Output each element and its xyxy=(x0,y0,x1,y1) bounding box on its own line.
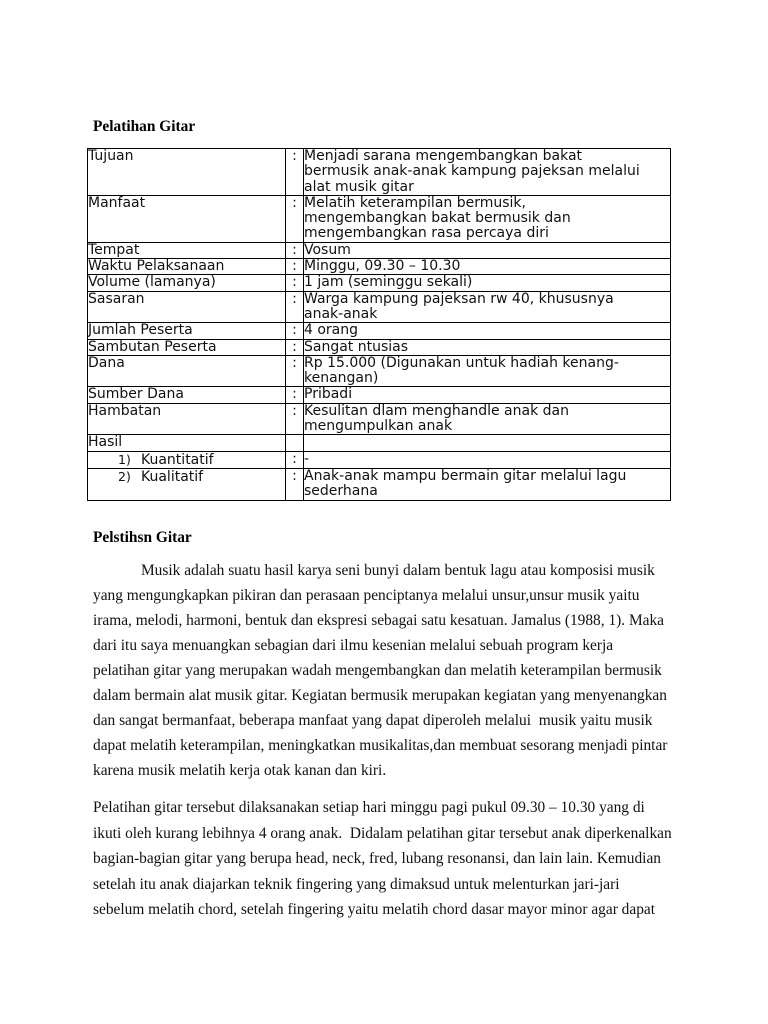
row-label: Manfaat xyxy=(88,195,286,242)
row-separator: : xyxy=(286,451,304,468)
row-value-line: Vosum xyxy=(304,242,351,258)
row-value-line: 1 jam (seminggu sekali) xyxy=(304,274,473,291)
row-value-line: Sangat ntusias xyxy=(304,339,409,355)
row-label: Dana xyxy=(88,355,286,387)
table-row-sumber-dana xyxy=(88,387,671,403)
row-value-line: Kesulitan dlam menghandle anak dan xyxy=(304,403,569,419)
row-value-line: sederhana xyxy=(304,483,378,500)
row-separator: : xyxy=(286,259,304,275)
row-separator: : xyxy=(286,195,304,242)
row-value-line: Minggu, 09.30 – 10.30 xyxy=(304,258,461,275)
section-title: Pelatihan Gitar xyxy=(93,118,196,135)
paragraph-line: dapat melatih keterampilan, meningkatkan musikalitas,dan membuat sesorang menjadi pintar xyxy=(93,737,668,754)
row-value-line: Warga kampung pajeksan rw 40, khususnya xyxy=(304,291,614,307)
row-value xyxy=(304,339,671,355)
row-value xyxy=(304,242,671,258)
section-title: Pelstihsn Gitar xyxy=(93,529,192,546)
list-number: 2) xyxy=(118,468,131,484)
row-label: Sumber Dana xyxy=(88,387,286,403)
table-row-hambatan xyxy=(88,403,671,435)
row-value xyxy=(304,195,671,242)
row-value-line: Rp 15.000 (Digunakan untuk hadiah kenang- xyxy=(304,355,619,371)
row-separator: : xyxy=(286,291,304,323)
table-row-kuantitatif xyxy=(88,451,671,468)
paragraph-line: pelatihan gitar yang merupakan wadah mengembangkan dan melatih keterampilan bermusik xyxy=(93,662,662,679)
row-value-line: mengembangkan bakat bermusik dan xyxy=(304,210,571,227)
row-label: Sambutan Peserta xyxy=(88,339,286,355)
paragraph-line: bagian-bagian gitar yang berupa head, neck, fred, lubang resonansi, dan lain lain. Kemudian xyxy=(93,850,661,867)
row-value-line: anak-anak xyxy=(304,305,378,322)
paragraph-line: irama, melodi, harmoni, bentuk dan ekspresi sebagai satu kesatuan. Jamalus (1988, 1). Maka xyxy=(93,612,665,629)
row-label: Hambatan xyxy=(88,403,286,435)
body-paragraph xyxy=(93,795,672,923)
row-value xyxy=(304,291,671,323)
row-value-line: kenangan) xyxy=(304,370,379,387)
row-label: Tempat xyxy=(88,242,286,258)
row-value-line: Melatih keterampilan bermusik, xyxy=(304,195,526,211)
row-value-line: bermusik anak-anak kampung pajeksan melalui xyxy=(304,163,640,180)
row-separator: : xyxy=(286,468,304,500)
table-row-volume xyxy=(88,275,671,291)
program-info-table xyxy=(87,148,671,501)
paragraph-line: Pelatihan gitar tersebut dilaksanakan setiap hari minggu pagi pukul 09.30 – 10.30 yang di xyxy=(93,799,645,816)
row-label: Tujuan xyxy=(88,149,286,196)
row-label: Sasaran xyxy=(88,291,286,323)
sub-label: Kuantitatif xyxy=(141,451,214,468)
row-value xyxy=(304,323,671,339)
row-value-line: Pribadi xyxy=(304,386,353,403)
row-label xyxy=(88,451,286,468)
row-value xyxy=(304,387,671,403)
row-value xyxy=(304,451,671,468)
table-row-waktu-pelaksanaan xyxy=(88,259,671,275)
paragraph-line: sebelum melatih chord, setelah fingering yaitu melatih chord dasar mayor minor agar dapat xyxy=(93,901,655,918)
row-value xyxy=(304,435,671,451)
table-row-manfaat xyxy=(88,195,671,242)
row-value xyxy=(304,355,671,387)
list-number: 1) xyxy=(118,451,131,467)
row-value xyxy=(304,403,671,435)
table-row-tempat xyxy=(88,242,671,258)
row-value xyxy=(304,259,671,275)
table-row-kualitatif xyxy=(88,468,671,500)
paragraph-line: yang mengungkapkan pikiran dan perasaan penciptanya melalui unsur,unsur musik yaitu xyxy=(93,587,640,604)
row-label xyxy=(88,468,286,500)
row-separator: : xyxy=(286,149,304,196)
paragraph-line: ikuti oleh kurang lebihnya 4 orang anak. Didalam pelatihan gitar tersebut anak diperkenalkan xyxy=(93,824,672,842)
row-value-line: mengembangkan rasa percaya diri xyxy=(304,225,549,242)
row-label: Jumlah Peserta xyxy=(88,323,286,339)
row-value-line: Anak-anak mampu bermain gitar melalui lagu xyxy=(304,468,627,484)
table-row-sambutan-peserta xyxy=(88,339,671,355)
paragraph-line: dalam bermain alat musik gitar. Kegiatan bermusik merupakan kegiatan yang menyenangkan xyxy=(93,687,667,704)
sub-label: Kualitatif xyxy=(141,468,204,485)
row-value xyxy=(304,468,671,500)
row-label: Volume (lamanya) xyxy=(88,275,286,291)
row-separator: : xyxy=(286,387,304,403)
paragraph-line: dari itu saya menuangkan sebagian dari ilmu kesenian melalui sebuah program kerja xyxy=(93,637,614,654)
table-row-sasaran xyxy=(88,291,671,323)
paragraph-line: karena musik melatih kerja otak kanan dan kiri. xyxy=(93,762,387,779)
paragraph-line: setelah itu anak diajarkan teknik fingering yang dimaksud untuk melenturkan jari-jari xyxy=(93,875,620,893)
row-value-line: mengumpulkan anak xyxy=(304,418,453,435)
row-separator: : xyxy=(286,355,304,387)
table-row-dana xyxy=(88,355,671,387)
row-separator: : xyxy=(286,242,304,258)
row-label: Hasil xyxy=(88,435,286,451)
row-value xyxy=(304,149,671,196)
paragraph-line: dan sangat bermanfaat, beberapa manfaat yang dapat diperoleh melalui musik yaitu musik xyxy=(93,712,653,729)
table-row-jumlah-peserta xyxy=(88,323,671,339)
row-separator: : xyxy=(286,339,304,355)
row-value xyxy=(304,275,671,291)
row-value-line: 4 orang xyxy=(304,322,359,339)
row-value-line: Menjadi sarana mengembangkan bakat xyxy=(304,148,583,164)
row-label: Waktu Pelaksanaan xyxy=(88,259,286,275)
table-row-hasil xyxy=(88,435,671,451)
row-separator: : xyxy=(286,403,304,435)
row-separator: : xyxy=(286,323,304,339)
row-separator: : xyxy=(286,275,304,291)
paragraph-line: Musik adalah suatu hasil karya seni bunyi dalam bentuk lagu atau komposisi musik xyxy=(141,562,655,579)
body-paragraph xyxy=(93,558,667,783)
row-separator xyxy=(286,435,304,451)
table-row-tujuan xyxy=(88,149,671,196)
row-value-line: alat musik gitar xyxy=(304,178,414,195)
row-value-line: - xyxy=(304,451,310,467)
